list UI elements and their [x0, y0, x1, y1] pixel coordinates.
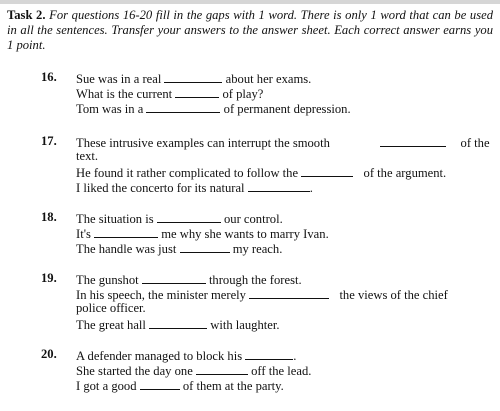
question-line	[76, 301, 448, 316]
line-text-before: Tom was in a	[76, 102, 144, 116]
question-number: 20.	[41, 347, 57, 361]
line-text-before: The handle was just	[76, 242, 177, 256]
line-text-before: Sue was in a real	[76, 72, 162, 86]
line-text-after: of them at the party.	[182, 379, 284, 393]
question-line	[76, 100, 351, 115]
question-line	[76, 85, 351, 100]
line-text-before: These intrusive examples can interrupt the smooth	[76, 136, 330, 150]
line-text-after: of the	[460, 136, 490, 150]
line-text-after: through the forest.	[208, 273, 302, 287]
answer-gap[interactable]	[94, 225, 158, 238]
answer-gap[interactable]	[175, 85, 219, 98]
line-text-before: A defender managed to block his	[76, 349, 243, 363]
question-line	[76, 210, 329, 225]
line-text-before: The gunshot	[76, 273, 139, 287]
line-text-after: my reach.	[232, 242, 283, 256]
answer-gap[interactable]	[196, 362, 248, 375]
question-line	[76, 316, 448, 331]
answer-gap[interactable]	[149, 316, 207, 329]
line-text-before: text.	[76, 149, 99, 163]
question-line	[76, 377, 311, 392]
line-text-after: with laughter.	[210, 318, 280, 332]
line-text-after: the views of the chief	[339, 288, 448, 302]
task-label: Task 2.	[7, 8, 46, 22]
question-line	[76, 225, 329, 240]
answer-gap[interactable]	[157, 210, 221, 223]
answer-gap[interactable]	[146, 100, 220, 113]
answer-gap[interactable]	[245, 347, 293, 360]
line-text-before: I got a good	[76, 379, 137, 393]
question-line	[76, 286, 448, 301]
line-text-after: about her exams.	[225, 72, 312, 86]
line-text-after: .	[293, 349, 297, 363]
question-line	[76, 70, 351, 85]
line-text-after: me why she wants to marry Ivan.	[161, 227, 329, 241]
answer-gap[interactable]	[249, 286, 329, 299]
line-text-after: our control.	[223, 212, 283, 226]
question-line	[76, 240, 329, 255]
question-line	[76, 347, 311, 362]
question-number: 16.	[41, 70, 57, 84]
answer-gap[interactable]	[142, 271, 206, 284]
question-line	[76, 149, 490, 164]
line-text-before: What is the current	[76, 87, 173, 101]
question-number: 17.	[41, 134, 57, 148]
page-top-strip	[0, 0, 500, 4]
line-text-before: It's	[76, 227, 91, 241]
line-text-before: In his speech, the minister merely	[76, 288, 246, 302]
question-line	[76, 179, 490, 194]
line-text-before: The situation is	[76, 212, 154, 226]
question-number: 19.	[41, 271, 57, 285]
question-line	[76, 362, 311, 377]
line-text-before: He found it rather complicated to follow the	[76, 166, 299, 180]
line-text-after: of play?	[222, 87, 264, 101]
task-header	[7, 8, 493, 53]
answer-gap[interactable]	[140, 377, 180, 390]
answer-gap[interactable]	[380, 134, 446, 147]
line-text-before: police officer.	[76, 301, 146, 315]
line-text-after: off the lead.	[251, 364, 312, 378]
line-text-after: of permanent depression.	[223, 102, 351, 116]
question-line	[76, 134, 490, 149]
question-number: 18.	[41, 210, 57, 224]
line-text-after: .	[309, 181, 313, 195]
line-text-before: She started the day one	[76, 364, 193, 378]
line-text-after: of the argument.	[363, 166, 447, 180]
answer-gap[interactable]	[248, 179, 310, 192]
answer-gap[interactable]	[301, 164, 353, 177]
question-line	[76, 271, 448, 286]
answer-gap[interactable]	[164, 70, 222, 83]
question-line	[76, 164, 490, 179]
line-text-before: I liked the concerto for its natural	[76, 181, 245, 195]
line-text-before: The great hall	[76, 318, 146, 332]
task-instructions: For questions 16-20 fill in the gaps with 1 word. There is only 1 word that can be used in all the sentences. Transfer your answers to the answer sheet. Each correct answer earns you 1 point.	[7, 8, 494, 52]
answer-gap[interactable]	[180, 240, 230, 253]
